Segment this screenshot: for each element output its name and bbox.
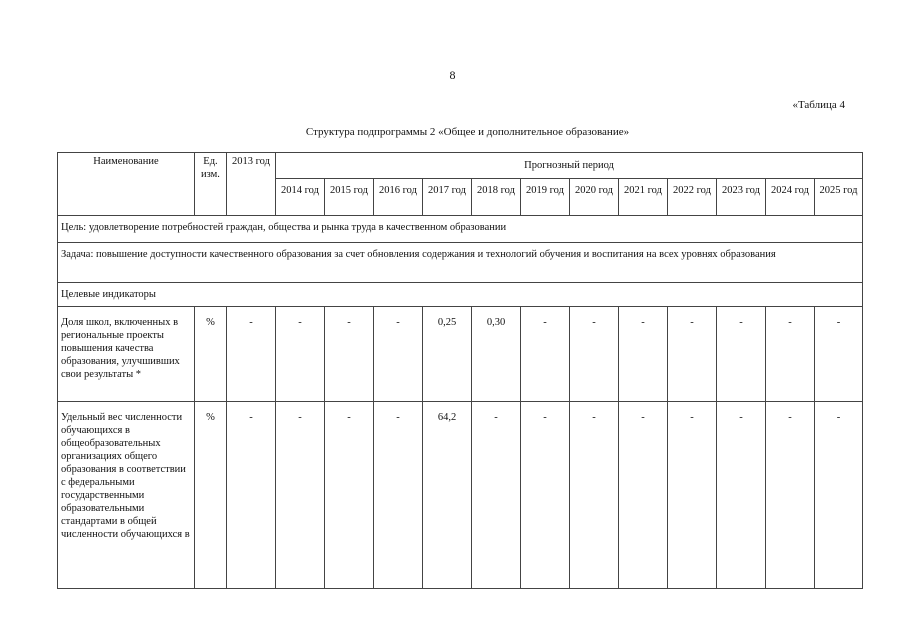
table-row (58, 402, 863, 589)
value-2014: - (276, 307, 325, 402)
value-2022: - (668, 307, 717, 402)
value-2021: - (619, 307, 668, 402)
header-year-2025: 2025 год (815, 179, 863, 216)
value-2019: - (521, 402, 570, 589)
header-name: Наименование (58, 153, 195, 216)
value-2024: - (766, 307, 815, 402)
indicator-name: Удельный вес численности обучающихся в общеобразовательных организациях общего образования в соответствии с федеральными государственными образовательными стандартами в общей численности обучающихся в (58, 402, 195, 589)
value-2025: - (815, 402, 863, 589)
header-year-2019: 2019 год (521, 179, 570, 216)
task-text: Задача: повышение доступности качественного образования за счет обновления содержания и технологий обучения и воспитания на всех уровнях образования (58, 243, 863, 283)
header-year-2015: 2015 год (325, 179, 374, 216)
value-2021: - (619, 402, 668, 589)
value-2018: - (472, 402, 521, 589)
header-year-2017: 2017 год (423, 179, 472, 216)
header-row-top (58, 153, 863, 179)
value-2022: - (668, 402, 717, 589)
value-2023: - (717, 307, 766, 402)
indicator-unit: % (195, 307, 227, 402)
value-2014: - (276, 402, 325, 589)
value-2018: 0,30 (472, 307, 521, 402)
program-structure-table (57, 152, 863, 589)
value-2023: - (717, 402, 766, 589)
value-2020: - (570, 402, 619, 589)
header-year-2021: 2021 год (619, 179, 668, 216)
header-year-2023: 2023 год (717, 179, 766, 216)
value-2024: - (766, 402, 815, 589)
value-2025: - (815, 307, 863, 402)
task-row (58, 243, 863, 283)
value-2017: 64,2 (423, 402, 472, 589)
indicators-row (58, 283, 863, 307)
header-forecast-period: Прогнозный период (276, 153, 863, 179)
header-unit: Ед. изм. (195, 153, 227, 216)
value-2013: - (227, 307, 276, 402)
indicators-label: Целевые индикаторы (58, 283, 863, 307)
indicator-name: Доля школ, включенных в региональные проекты повышения качества образования, улучшивших свои результаты * (58, 307, 195, 402)
header-year-2014: 2014 год (276, 179, 325, 216)
value-2017: 0,25 (423, 307, 472, 402)
value-2020: - (570, 307, 619, 402)
value-2015: - (325, 402, 374, 589)
value-2015: - (325, 307, 374, 402)
table-row (58, 307, 863, 402)
value-2016: - (374, 402, 423, 589)
header-base-year: 2013 год (227, 153, 276, 216)
table-caption: Структура подпрограммы 2 «Общее и дополнительное образование» (305, 126, 630, 138)
value-2016: - (374, 307, 423, 402)
header-year-2024: 2024 год (766, 179, 815, 216)
page-number: 8 (449, 68, 456, 82)
header-year-2020: 2020 год (570, 179, 619, 216)
table-reference: «Таблица 4 (792, 99, 845, 111)
goal-row (58, 216, 863, 243)
indicator-unit: % (195, 402, 227, 589)
header-year-2018: 2018 год (472, 179, 521, 216)
goal-text: Цель: удовлетворение потребностей граждан, общества и рынка труда в качественном образовании (58, 216, 863, 243)
value-2019: - (521, 307, 570, 402)
header-year-2016: 2016 год (374, 179, 423, 216)
header-year-2022: 2022 год (668, 179, 717, 216)
value-2013: - (227, 402, 276, 589)
